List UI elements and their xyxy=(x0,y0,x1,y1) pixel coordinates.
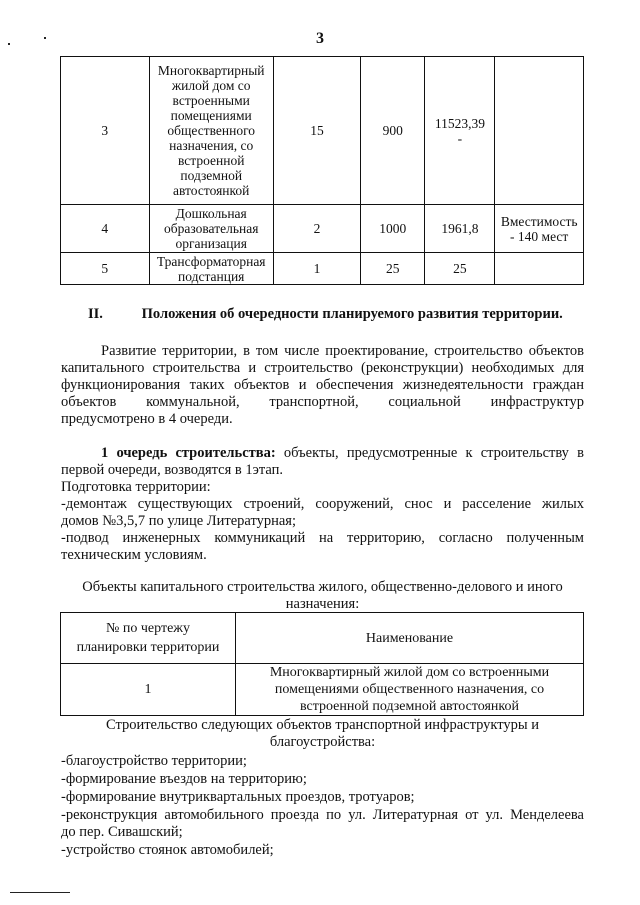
list-item: -формирование въездов на территорию; xyxy=(61,771,307,787)
list-item: до пер. Сивашский; xyxy=(61,824,183,840)
row-number: 3 xyxy=(61,57,150,205)
count-cell: 15 xyxy=(273,57,360,205)
table-row xyxy=(61,253,584,285)
objects-table xyxy=(60,612,584,716)
table-row xyxy=(61,57,584,205)
row-number: 4 xyxy=(61,205,150,253)
object-name: Трансформаторная подстанция xyxy=(149,253,273,285)
stage1-line-1 xyxy=(61,445,584,462)
area-cell: 25 xyxy=(361,253,425,285)
object-name: Дошкольная образовательная организация xyxy=(149,205,273,253)
page-number: 3 xyxy=(316,30,324,47)
demolition-line-1: -демонтаж существующих строений, сооружений, снос и расселение жилых xyxy=(61,496,584,512)
header-name: Наименование xyxy=(236,613,584,664)
stage1-rest: объекты, предусмотренные к строительству в xyxy=(275,445,584,461)
scan-mark-bottom xyxy=(10,892,70,893)
table-row xyxy=(61,664,584,716)
note-cell: Вместимость - 140 мест xyxy=(495,205,584,253)
section-number: II. xyxy=(88,306,103,322)
total-area-cell: 25 xyxy=(425,253,495,285)
total-area-cell: 11523,39 - xyxy=(425,57,495,205)
utilities-line-1: -подвод инженерных коммуникаций на территорию, согласно полученным xyxy=(61,530,584,546)
list-item: -благоустройство территории; xyxy=(61,753,247,769)
object-number: 1 xyxy=(61,664,236,716)
row-number: 5 xyxy=(61,253,150,285)
header-drawing-number: № по чертежу планировки территории xyxy=(61,613,236,664)
count-cell: 1 xyxy=(273,253,360,285)
area-cell: 1000 xyxy=(361,205,425,253)
prep-title: Подготовка территории: xyxy=(61,479,211,495)
list-item: -формирование внутриквартальных проездов, тротуаров; xyxy=(61,789,415,805)
transport-caption-line-1: Строительство следующих объектов транспортной инфраструктуры и xyxy=(105,717,540,733)
object-name: Многоквартирный жилой дом со встроенными помещениями общественного назначения, со встроенной подземной автостоянкой xyxy=(149,57,273,205)
stage1-line-2: первой очереди, возводятся в 1этап. xyxy=(61,462,283,478)
table-row xyxy=(61,205,584,253)
para1-line-3: функционирования таких объектов и обеспечения жизнедеятельности граждан xyxy=(61,377,584,393)
object-name: Многоквартирный жилой дом со встроенными помещениями общественного назначения, со встроенной подземной автостоянкой xyxy=(236,664,584,716)
transport-caption-line-2: благоустройства: xyxy=(269,734,376,750)
demolition-line-2: домов №3,5,7 по улице Литературная; xyxy=(61,513,296,529)
section-heading xyxy=(61,306,584,323)
para1-line-4: объектов коммунальной, транспортной, социальной инфраструктур xyxy=(61,394,584,410)
objects-caption-line-2: назначения: xyxy=(285,596,360,612)
stage1-label: 1 очередь строительства: xyxy=(101,445,276,461)
objects-caption-line-1: Объекты капитального строительства жилого, общественно-делового и иного xyxy=(82,579,563,595)
count-cell: 2 xyxy=(273,205,360,253)
total-area-cell: 1961,8 xyxy=(425,205,495,253)
para1-line-2: капитального строительства и строительство (реконструкции) необходимых для xyxy=(61,360,584,376)
planned-objects-table xyxy=(60,56,584,285)
utilities-line-2: техническим условиям. xyxy=(61,547,207,563)
list-item: -устройство стоянок автомобилей; xyxy=(61,842,274,858)
list-item: -реконструкция автомобильного проезда по ул. Литературная от ул. Менделеева xyxy=(61,807,584,823)
note-cell xyxy=(495,253,584,285)
section-title: Положения об очередности планируемого развития территории. xyxy=(141,306,563,322)
note-cell xyxy=(495,57,584,205)
table-header-row xyxy=(61,613,584,664)
para1-line-5: предусмотрено в 4 очереди. xyxy=(61,411,233,427)
area-cell: 900 xyxy=(361,57,425,205)
para1-line-1: Развитие территории, в том числе проектирование, строительство объектов xyxy=(101,343,584,359)
